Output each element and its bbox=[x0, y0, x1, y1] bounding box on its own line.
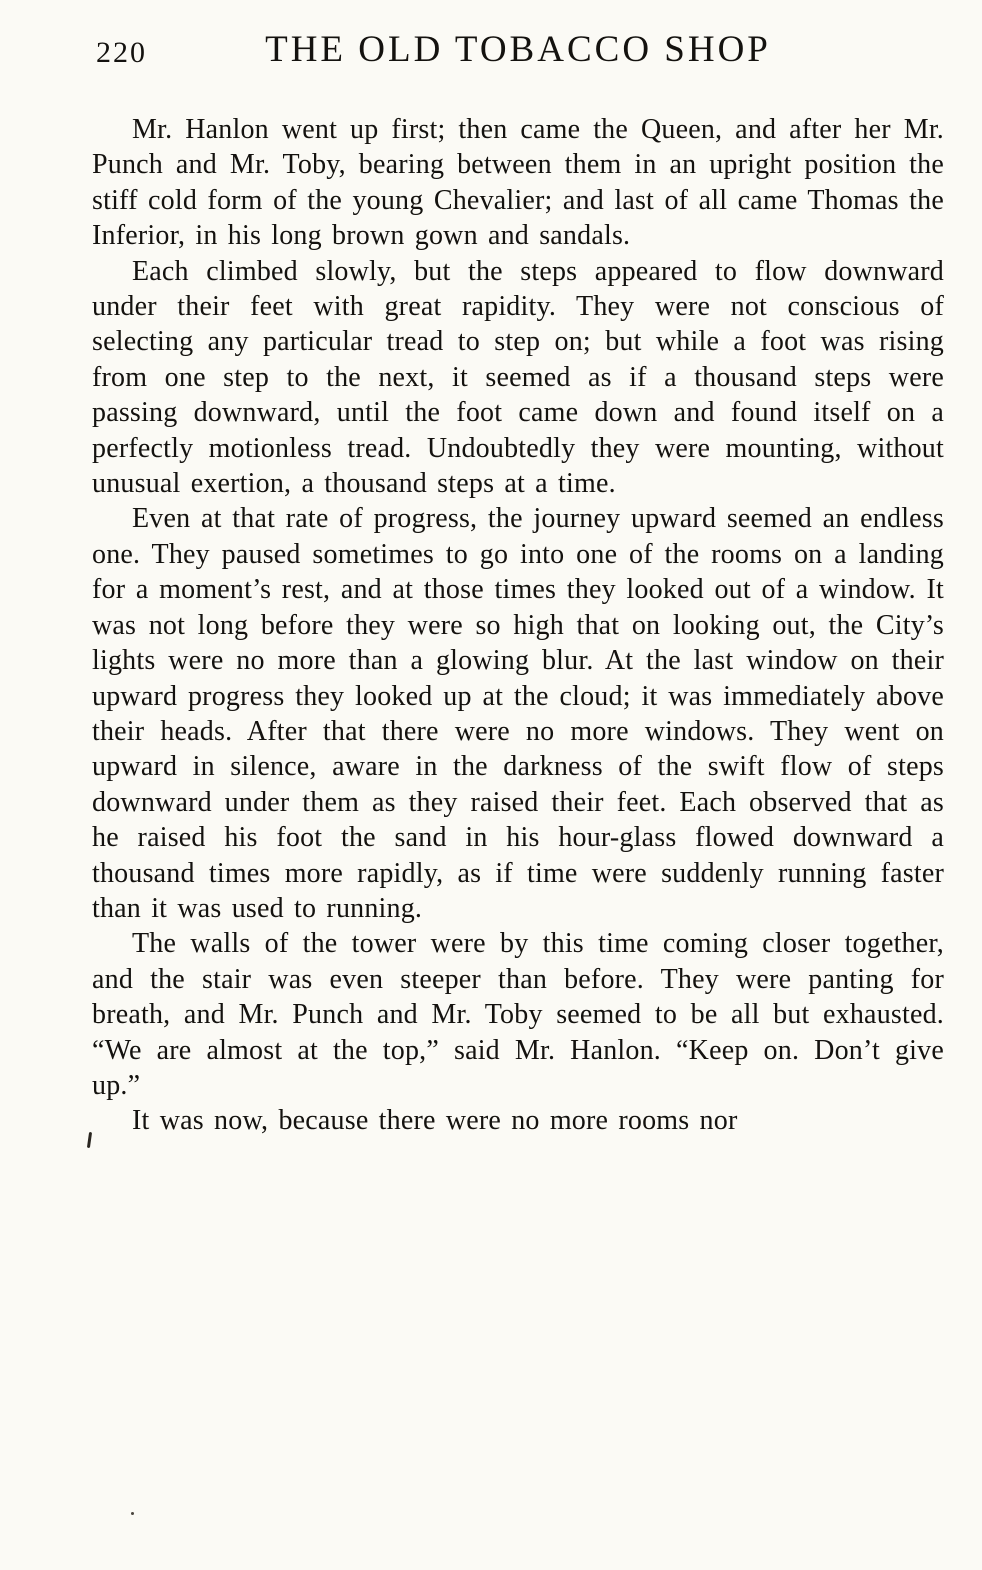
page-title: THE OLD TOBACCO SHOP bbox=[265, 29, 771, 70]
paragraph-1: Mr. Hanlon went up first; then came the Queen, and after her Mr. Punch and Mr. Toby, bearing between them in an upright position the stiff cold form of the young Chevalier; and last of all came Thomas the Inferior, in his long brown gown and sandals. bbox=[92, 114, 944, 252]
page-header bbox=[92, 28, 944, 74]
ink-dot-artifact bbox=[131, 1512, 134, 1515]
ink-mark-artifact bbox=[87, 1132, 92, 1148]
page-number: 220 bbox=[96, 36, 147, 69]
paragraph-4: The walls of the tower were by this time coming closer together, and the stair was even steeper than before. They were panting for breath, and Mr. Punch and Mr. Toby seemed to be all but exhausted. “We are almost at the top,” said Mr. Hanlon. “Keep on. Don’t give up.” bbox=[92, 928, 944, 1101]
paragraph-2: Each climbed slowly, but the steps appeared to flow downward under their feet with great rapidity. They were not conscious of selecting any particular tread to step on; but while a foot was rising from one step to the next, it seemed as if a thousand steps were passing downward, until the foot came down and found itself on a perfectly motionless tread. Undoubtedly they were mounting, without unusual exertion, a thousand steps at a time. bbox=[92, 255, 944, 500]
paragraph-3: Even at that rate of progress, the journey upward seemed an endless one. They paused sometimes to go into one of the rooms on a landing for a moment’s rest, and at those times they looked out of a window. It was not long before they were so high that on looking out, the City’s lights were no more than a glowing blur. At the last window on their upward progress they looked up at the cloud; it was immediately above their heads. After that there were no more windows. They went on upward in silence, aware in the darkness of the swift flow of steps downward under them as they raised their feet. Each observed that as he raised his foot the sand in his hour-glass flowed downward a thousand times more rapidly, as if time were suddenly running faster than it was used to running. bbox=[92, 503, 944, 924]
page-body bbox=[92, 112, 944, 1139]
paragraph-5: It was now, because there were no more rooms nor bbox=[132, 1105, 738, 1137]
